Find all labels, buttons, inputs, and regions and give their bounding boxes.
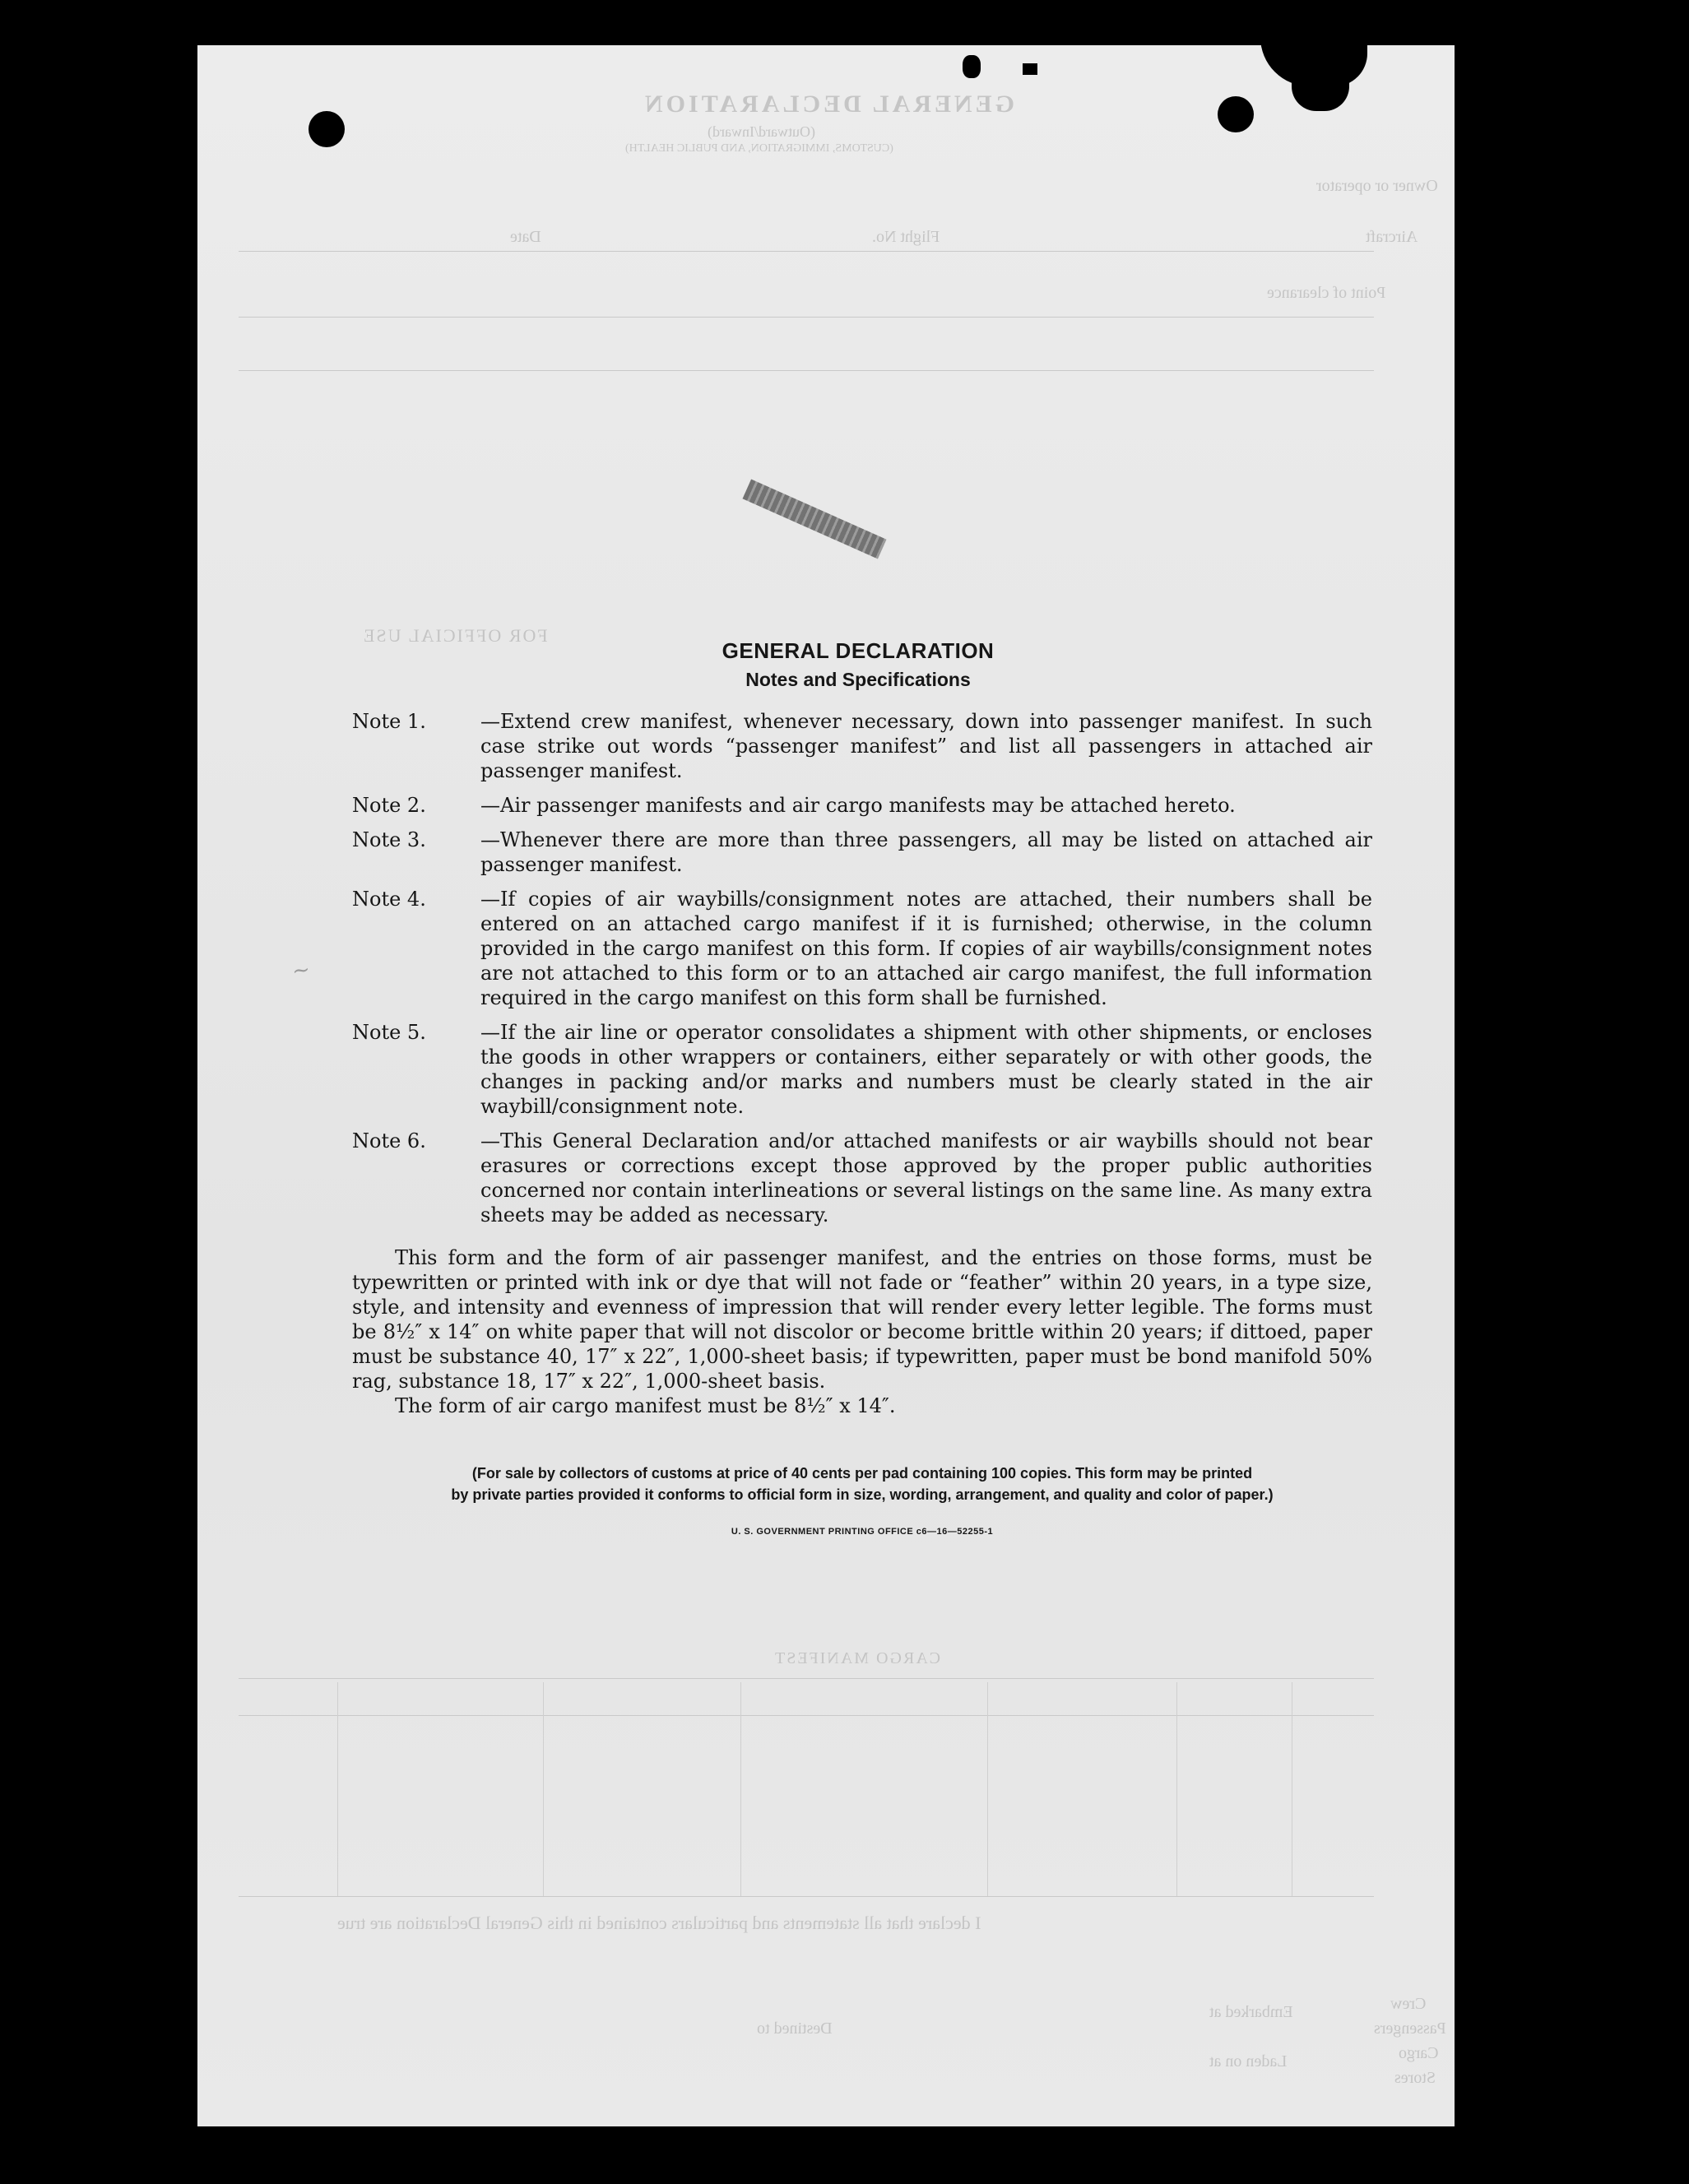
bleed-through-flight: Flight No. xyxy=(872,228,940,246)
bleed-through-header: GENERAL DECLARATION xyxy=(642,90,1015,118)
cargo-manifest-size: The form of air cargo manifest must be 8½″ x 14″. xyxy=(395,1394,896,1417)
note-text: —Whenever there are more than three passengers, all may be listed on attached air passenger manifest. xyxy=(480,828,1372,876)
bleed-through-laden: Laden on at xyxy=(1209,2052,1288,2070)
note-label: Note 3. xyxy=(352,828,426,851)
bleed-through-destined: Destined to xyxy=(757,2019,833,2038)
sale-notice-line: (For sale by collectors of customs at price of 40 cents per pad containing 100 copies. This form may be printed xyxy=(471,1465,1253,1482)
note-item xyxy=(352,709,1372,783)
bleed-through-header3: (CUSTOMS, IMMIGRATION, AND PUBLIC HEALTH) xyxy=(625,142,893,155)
bleed-through-cargo-word: Cargo xyxy=(1399,2044,1439,2062)
bleed-through-column xyxy=(543,1682,544,1896)
bleed-through-owner: Owner or operator xyxy=(1316,177,1438,195)
ink-spot xyxy=(1023,63,1037,75)
page-subtitle: Notes and Specifications xyxy=(745,669,971,690)
bleed-through-column xyxy=(740,1682,741,1896)
note-label: Note 4. xyxy=(352,888,426,911)
note-item xyxy=(352,793,1372,818)
notes-content xyxy=(352,638,1372,1537)
bleed-through-rule xyxy=(239,251,1374,252)
bleed-through-date: Date xyxy=(510,228,541,246)
punch-hole xyxy=(309,111,345,147)
note-text: —Air passenger manifests and air cargo manifests may be attached hereto. xyxy=(480,794,1236,817)
printer-imprint: U. S. GOVERNMENT PRINTING OFFICE c6—16—52255-1 xyxy=(731,1527,994,1537)
pencil-mark: ~ xyxy=(290,957,312,985)
note-item xyxy=(352,887,1372,1010)
punch-hole xyxy=(1218,96,1254,132)
sale-notice xyxy=(352,1463,1372,1505)
bleed-through-rule xyxy=(239,1896,1374,1897)
bleed-through-rule xyxy=(239,370,1374,371)
bleed-through-embarked: Embarked at xyxy=(1209,2003,1293,2021)
bleed-through-point: Point of clearance xyxy=(1267,284,1386,302)
note-text: —This General Declaration and/or attached manifests or air waybills should not bear erasures or corrections except those approved by the proper public authorities concerned nor contain interlineations or several listings on the same line. As many extra sheets may be added as necessary. xyxy=(480,1129,1372,1226)
bleed-through-passengers: Passengers xyxy=(1374,2019,1446,2038)
torn-edge xyxy=(1292,78,1349,111)
bleed-through-cargo: CARGO MANIFEST xyxy=(773,1649,941,1667)
note-item xyxy=(352,1129,1372,1227)
bleed-through-stores: Stores xyxy=(1394,2069,1436,2087)
bleed-through-header2: (Outward/Inward) xyxy=(708,123,815,140)
bleed-through-for-use: FOR OFFICIAL USE xyxy=(362,625,548,646)
note-item xyxy=(352,828,1372,877)
ink-spot xyxy=(963,55,981,78)
note-text: —Extend crew manifest, whenever necessary, down into passenger manifest. In such case strike out words “passenger manifest” and list all passengers in attached air passenger manifest. xyxy=(480,710,1372,782)
bleed-through-column xyxy=(987,1682,988,1896)
bleed-through-rule xyxy=(239,317,1374,318)
bleed-through-rule xyxy=(239,1715,1374,1716)
bleed-through-declare: I declare that all statements and particulars contained in this General Declaration are true xyxy=(337,1913,981,1933)
bleed-through-rule xyxy=(239,1678,1374,1679)
bleed-through-column xyxy=(1176,1682,1177,1896)
note-label: Note 5. xyxy=(352,1021,426,1044)
notes-list xyxy=(352,709,1372,1227)
specification-paragraph: This form and the form of air passenger manifest, and the entries on those forms, must be typewritten or printed with ink or dye that will not fade or “feather” within 20 years, in a type size, style, and intensity and evenness of impression that will render every letter legible. The forms must be 8½″ x 14″ on white paper that will not discolor or become brittle within 20 years; if dittoed, paper must be substance 40, 17″ x 22″, 1,000-sheet basis; if typewritten, paper must be bond manifold 50% rag, substance 18, 17″ x 22″, 1,000-sheet basis. xyxy=(352,1246,1372,1393)
page-title: GENERAL DECLARATION xyxy=(722,638,995,663)
sale-notice-line: by private parties provided it conforms to official form in size, wording, arrangement, and quality and color of paper.) xyxy=(451,1486,1274,1503)
bleed-through-crew: Crew xyxy=(1390,1995,1427,2013)
bleed-through-column xyxy=(337,1682,338,1896)
note-item xyxy=(352,1020,1372,1119)
note-label: Note 1. xyxy=(352,710,426,733)
note-text: —If copies of air waybills/consignment notes are attached, their numbers shall be entered on an attached cargo manifest if it is furnished; otherwise, in the column provided in the cargo manifest on this form. If copies of air waybills/consignment notes are not attached to this form or to an attached air cargo manifest, the full information required in the cargo manifest on this form shall be furnished. xyxy=(480,888,1372,1009)
note-text: —If the air line or operator consolidates a shipment with other shipments, or encloses the goods in other wrappers or containers, either separately or with other goods, the changes in packing and/or marks and numbers must be clearly stated in the air waybill/consignment note. xyxy=(480,1021,1372,1118)
note-label: Note 6. xyxy=(352,1129,426,1152)
bleed-through-aircraft: Aircraft xyxy=(1366,228,1418,246)
note-label: Note 2. xyxy=(352,794,426,817)
